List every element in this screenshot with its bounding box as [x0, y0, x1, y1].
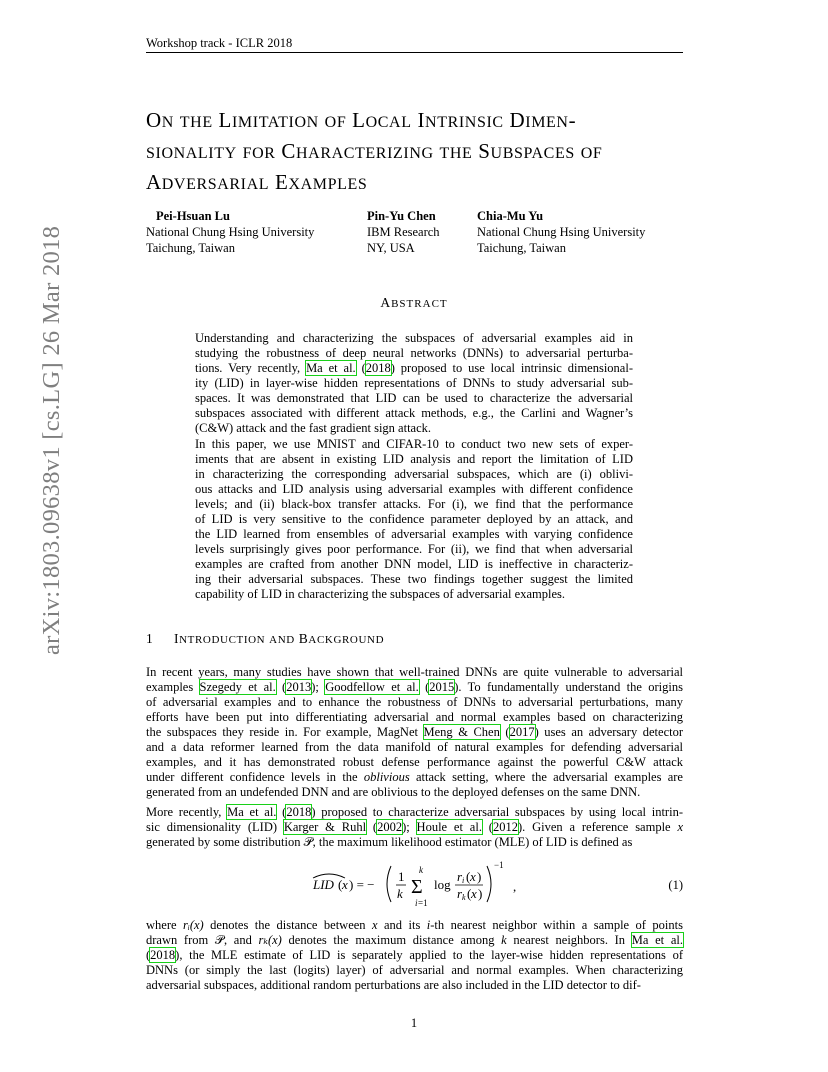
text-line: (2018), the MLE estimate of LID is separately applied to the layer-wise hidden representations of: [146, 948, 683, 962]
text-line: ing their adversarial subspaces. These two findings together suggest the limited: [195, 572, 633, 586]
citation-link[interactable]: 2002: [377, 820, 403, 834]
paper-title: [146, 106, 706, 199]
text-line: In recent years, many studies have shown that well-trained DNNs are quite vulnerable to adversarial: [146, 665, 683, 679]
text-line: of adversarial examples and to enhance the robustness of DNNs to adversarial perturbations, many: [146, 695, 683, 709]
text-line: iments that are absent in existing LID analysis and report the limitation of LID: [195, 452, 633, 466]
text-line: More recently, Ma et al. (2018) proposed to characterize adversarial subspaces by using local intrin-: [146, 805, 683, 819]
text-line: tions. Very recently, Ma et al. (2018) proposed to use local intrinsic dimensional-: [195, 361, 633, 375]
equation-number: (1): [668, 878, 683, 892]
citation-link[interactable]: 2013: [286, 680, 312, 694]
text-line: levels; and (ii) black-box transfer attacks. For (i), we find that the performance: [195, 497, 633, 511]
svg-text:) = −: ) = −: [349, 877, 375, 892]
header-rule: [146, 52, 683, 53]
italic-text: rₖ(x): [258, 933, 282, 947]
text-line: the subspaces they reside in. For example, MagNet Meng & Chen (2017) uses an adversary detector: [146, 725, 684, 739]
lid-equation: [146, 856, 683, 912]
svg-text:i: i: [415, 898, 418, 908]
body-paragraph: [146, 918, 683, 993]
italic-text: oblivious: [363, 770, 410, 784]
svg-text:=1: =1: [418, 898, 428, 908]
citation-link[interactable]: Meng & Chen: [423, 725, 500, 739]
citation-link[interactable]: Szegedy et al.: [199, 680, 276, 694]
author-affiliation: IBM Research: [367, 225, 440, 239]
page-number: 1: [410, 1016, 418, 1030]
citation-link[interactable]: 2018: [150, 948, 176, 962]
svg-text:LID: LID: [313, 877, 334, 892]
svg-text:r: r: [457, 886, 463, 901]
text-line: spaces. It was demonstrated that LID can be used to characterize the adversarial: [195, 391, 633, 405]
svg-text:1: 1: [398, 869, 405, 884]
title-line: ADVERSARIAL EXAMPLES: [146, 170, 368, 194]
body-paragraph: [146, 665, 683, 800]
text-line: ous attacks and LID analysis using adversarial examples with different confidence: [195, 482, 633, 496]
italic-text: x: [372, 918, 378, 932]
text-line: under different confidence levels in the oblivious attack setting, where the adversarial examples are: [146, 770, 683, 784]
section-number: 1: [146, 631, 154, 646]
italic-text: x: [677, 820, 683, 834]
svg-text:(: (: [338, 877, 343, 892]
text-line: examples Szegedy et al. (2013); Goodfellow et al. (2015). To fundamentally understand the origins: [146, 680, 683, 694]
italic-text: k: [501, 933, 507, 947]
citation-link[interactable]: 2012: [492, 820, 518, 834]
svg-text:k: k: [419, 865, 423, 875]
text-line: levels surprisingly gives poor performance. For (ii), we find that when adversarial: [195, 542, 633, 556]
author-name: Pei-Hsuan Lu: [156, 209, 230, 223]
author-block: [477, 208, 645, 256]
body-paragraph: [146, 805, 683, 850]
svg-text:x: x: [470, 869, 476, 884]
italic-text: i: [426, 918, 431, 932]
citation-link[interactable]: Ma et al.: [227, 805, 277, 819]
author-name: Chia-Mu Yu: [477, 209, 544, 223]
text-line: studying the robustness of deep neural networks (DNNs) to adversarial perturba-: [195, 346, 633, 360]
text-line: examples are crafted from another DNN model, LID is ineffective in characteriz-: [195, 557, 633, 571]
text-line: ity (LID) in layer-wise hidden representations of DNNs to study adversarial sub-: [195, 376, 633, 390]
section-heading: [146, 631, 384, 647]
author-name: Pin-Yu Chen: [367, 209, 436, 223]
svg-text:x: x: [471, 886, 477, 901]
text-line: In this paper, we use MNIST and CIFAR-10 to conduct two new sets of exper-: [195, 437, 633, 451]
text-line: capability of LID in characterizing the subspaces of adversarial examples.: [195, 587, 565, 601]
citation-link[interactable]: 2017: [509, 725, 535, 739]
text-line: in characterizing the corresponding adversarial subspaces, which are (i) oblivi-: [195, 467, 633, 481]
citation-link[interactable]: 2018: [286, 805, 312, 819]
svg-text:(: (: [467, 886, 472, 901]
text-line: (C&W) attack and the fast gradient sign attack.: [195, 421, 432, 435]
text-line: generated by some distribution 𝒫, the maximum likelihood estimator (MLE) of LID is defined as: [146, 835, 633, 849]
text-line: drawn from 𝒫, and rₖ(x) denotes the maximum distance among k nearest neighbors. In Ma et al.: [146, 933, 683, 947]
author-affiliation: National Chung Hsing University: [477, 225, 646, 239]
svg-text:(: (: [466, 869, 471, 884]
svg-text:log: log: [434, 877, 451, 892]
citation-link[interactable]: Ma et al.: [306, 361, 356, 375]
svg-text:k: k: [397, 886, 403, 901]
text-line: the LID learned from ensembles of adversarial examples with varying confidence: [195, 527, 633, 541]
svg-text:): ): [477, 869, 482, 884]
citation-link[interactable]: 2015: [429, 680, 455, 694]
running-header: Workshop track - ICLR 2018: [146, 36, 293, 50]
text-line: examples, and it has demonstrated robust defense performance against the powerful C&W attack: [146, 755, 683, 769]
italic-text: rᵢ(x): [182, 918, 204, 932]
text-line: generated from an undefended DNN and are oblivious to the deployed defenses on the same DNN.: [146, 785, 641, 799]
author-block: [367, 208, 440, 256]
svg-text:): ): [478, 886, 483, 901]
text-line: of LID is very sensitive to the confidence parameter deployed by an attack, and: [195, 512, 633, 526]
arxiv-stamp: arXiv:1803.09638v1 [cs.LG] 26 Mar 2018: [38, 225, 65, 655]
text-line: subspaces associated with different attack methods, e.g., the Carlini and Wagner’s: [195, 406, 633, 420]
equation-formula: [311, 856, 711, 912]
svg-text:r: r: [457, 869, 463, 884]
author-location: NY, USA: [367, 241, 415, 255]
svg-text:i: i: [462, 876, 465, 885]
abstract-paragraph: [195, 437, 633, 602]
citation-link[interactable]: Goodfellow et al.: [325, 680, 419, 694]
text-line: and a data reformer learned from the data manifold of natural examples for defending adversarial: [146, 740, 683, 754]
author-affiliation: National Chung Hsing University: [146, 225, 315, 239]
text-line: efforts have been put into differentiating adversarial and normal examples based on characterizing: [146, 710, 683, 724]
title-line: SIONALITY FOR CHARACTERIZING THE SUBSPACES OF: [146, 139, 603, 163]
citation-link[interactable]: Karger & Ruhl: [283, 820, 367, 834]
text-line: Understanding and characterizing the subspaces of adversarial examples aid in: [195, 331, 633, 345]
svg-text:−1: −1: [494, 860, 504, 870]
svg-text:,: ,: [513, 879, 517, 894]
citation-link[interactable]: Ma et al.: [631, 933, 683, 947]
title-line: ON THE LIMITATION OF LOCAL INTRINSIC DIMEN-: [146, 108, 577, 132]
text-line: where rᵢ(x) denotes the distance between x and its i-th nearest neighbor within a sample of points: [146, 918, 683, 932]
text-line: DNNs (or simply the last (logits) layer) of adversarial and normal examples. When characterizing: [146, 963, 683, 977]
citation-link[interactable]: 2018: [365, 361, 391, 375]
author-location: Taichung, Taiwan: [477, 241, 566, 255]
svg-text:x: x: [342, 877, 348, 892]
author-block: [146, 208, 314, 256]
svg-text:k: k: [462, 893, 466, 902]
text-line: sic dimensionality (LID) Karger & Ruhl (2002); Houle et al. (2012). Given a reference sample x: [146, 820, 683, 834]
section-title: INTRODUCTION AND BACKGROUND: [174, 631, 385, 646]
text-line: adversarial subspaces, additional random perturbations are also included in the LID detector to dif-: [146, 978, 641, 992]
svg-text:Σ: Σ: [411, 876, 423, 898]
author-location: Taichung, Taiwan: [146, 241, 235, 255]
abstract-paragraph: [195, 331, 633, 436]
citation-link[interactable]: Houle et al.: [416, 820, 482, 834]
abstract-heading: ABSTRACT: [380, 295, 448, 310]
